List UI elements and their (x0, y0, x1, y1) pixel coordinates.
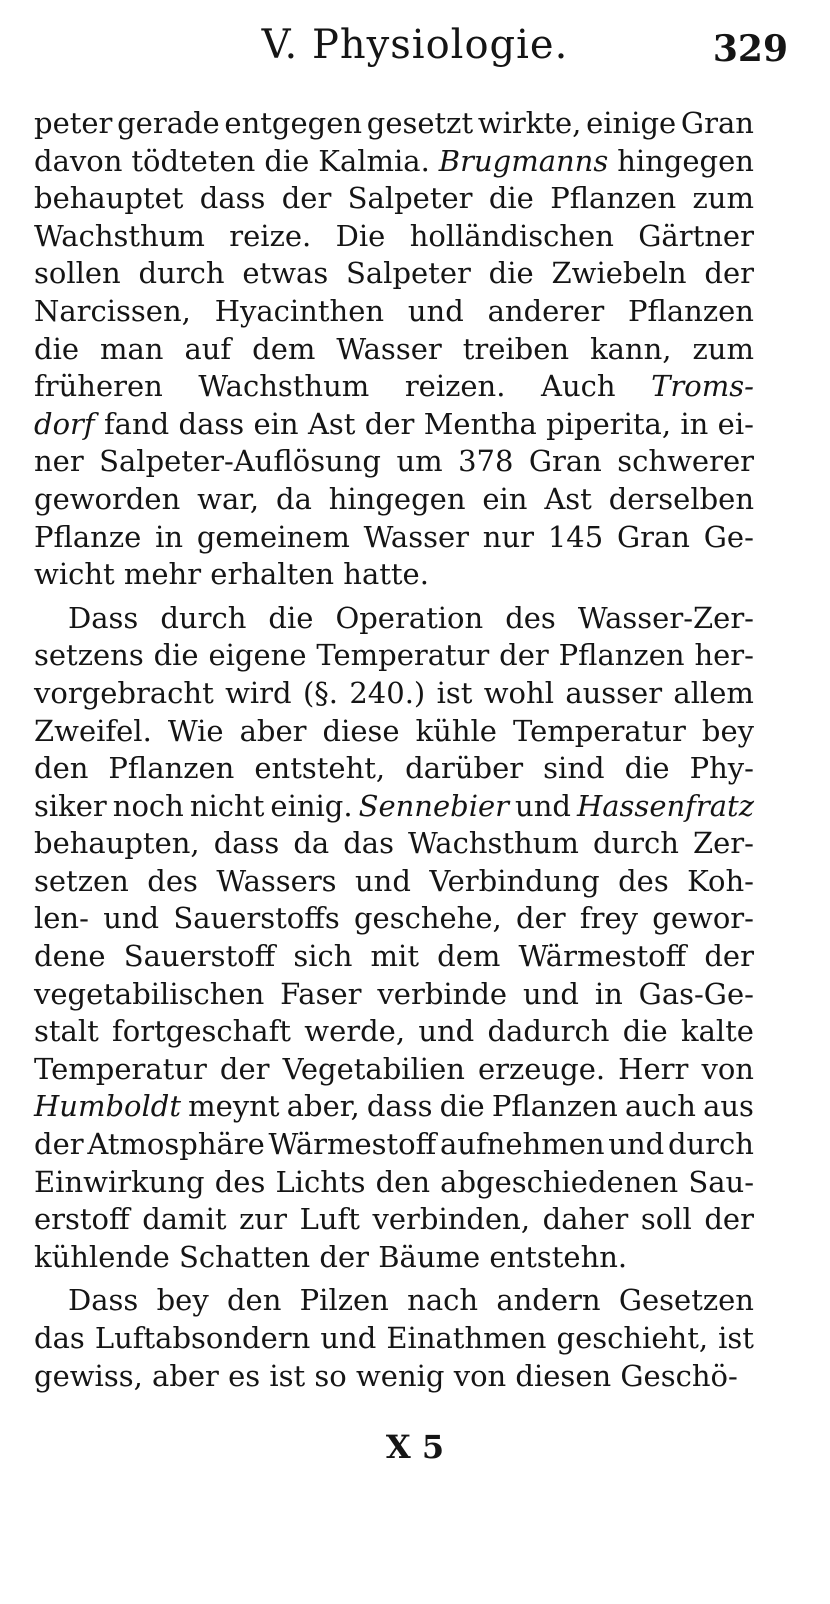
text-line (34, 1358, 754, 1396)
word: Zer- (693, 826, 754, 861)
text-line (34, 976, 754, 1014)
word: Pflanzen (491, 1089, 618, 1124)
word: Einwirkung (34, 1164, 205, 1199)
text-line (34, 1164, 754, 1202)
text-line (34, 788, 754, 826)
word: dass (178, 406, 245, 441)
word: Gärtner (638, 218, 754, 253)
word: die (439, 1089, 485, 1124)
word: dem (252, 331, 316, 366)
word: die (264, 143, 310, 178)
word: diese (322, 713, 400, 748)
word: Pflanzen (558, 638, 685, 673)
word: nicht (189, 788, 265, 823)
word: die (488, 181, 534, 216)
word: allem (673, 675, 754, 710)
word: reizen. (404, 369, 506, 404)
word: einige (586, 106, 677, 140)
word: Sau- (688, 1164, 754, 1199)
word: Lichts (275, 1164, 366, 1199)
word: Einathmen (386, 1321, 547, 1355)
word: der (281, 181, 332, 216)
text-line (34, 1013, 754, 1051)
word: den (226, 1283, 282, 1318)
running-head: V. Physiologie. (261, 22, 569, 68)
word: aus (703, 1089, 754, 1124)
text-line (34, 600, 754, 638)
word: in (680, 406, 709, 441)
word: Gran (528, 444, 602, 479)
word: nur (482, 519, 535, 554)
word: damit (142, 1202, 227, 1237)
word: bey (156, 1283, 209, 1318)
word: stalt (34, 1014, 99, 1049)
text-line (34, 1320, 754, 1358)
word: der (364, 406, 415, 441)
word: frey (579, 901, 639, 936)
word: gesetzt (366, 106, 474, 140)
word: und (515, 788, 571, 823)
word: setzen (34, 863, 129, 898)
text-line (34, 180, 754, 218)
italic-name: Hassenfratz (576, 788, 754, 823)
word: war, (197, 481, 260, 516)
word: Gesetzen (618, 1283, 754, 1318)
word: Gran (616, 519, 690, 554)
word: Gas-Ge- (638, 976, 754, 1011)
text-line (34, 1239, 754, 1277)
word: die (622, 1014, 668, 1049)
italic-name: Humboldt (34, 1089, 181, 1124)
word: durch (667, 1127, 754, 1162)
word: einig. (270, 788, 353, 823)
word: und (418, 1014, 475, 1049)
word: der (34, 1127, 84, 1162)
word: zum (692, 331, 754, 366)
printer-signature: X 5 (385, 1428, 445, 1466)
word: in (594, 976, 623, 1011)
word: und (103, 901, 160, 936)
word: Ge- (703, 519, 754, 554)
text-line (34, 900, 754, 938)
word: anderer (487, 293, 605, 328)
word: entsteht, (254, 751, 386, 786)
text-line (34, 675, 754, 713)
word: davon (34, 143, 123, 178)
word: Zwiebeln (551, 256, 687, 291)
word: bey (701, 713, 754, 748)
word: abgeschiedenen (440, 1164, 679, 1199)
text-line (34, 481, 754, 519)
word: Vegetabilien (282, 1051, 465, 1086)
text-line (34, 713, 754, 751)
word: Atmosphäre (87, 1127, 265, 1162)
text-line (34, 863, 754, 901)
word: kalte (681, 1014, 754, 1049)
word: Wasser (363, 519, 469, 554)
word: Wärmestoff (518, 939, 687, 974)
word: Temperatur (316, 638, 490, 673)
word: treiben (462, 331, 570, 366)
word: Sauerstoffs (173, 901, 340, 936)
word: andern (496, 1283, 601, 1318)
page-number: 329 (712, 28, 788, 70)
word: und (355, 863, 411, 898)
text-line (34, 825, 754, 863)
text-line (34, 406, 754, 444)
word: ist (718, 1321, 754, 1355)
text-line (34, 556, 754, 594)
word: darüber (405, 751, 524, 786)
word: peter (34, 106, 113, 140)
word: Wachsthum (408, 826, 579, 861)
word: in (155, 519, 184, 554)
word: Faser (280, 976, 362, 1011)
word: aber (239, 713, 307, 748)
word: zum (692, 181, 754, 216)
word: und (608, 1127, 665, 1162)
word: ein (482, 481, 528, 516)
word: Wachsthum (34, 218, 205, 253)
italic-name: dorf (34, 406, 95, 441)
word: Kalmia. (318, 143, 430, 178)
word: vegetabilischen (34, 976, 265, 1011)
word: von (701, 1051, 754, 1086)
text-line (34, 143, 754, 181)
word: setzens (34, 638, 144, 673)
word: erstoff (34, 1202, 130, 1237)
word: Temperatur (34, 1051, 207, 1086)
word: 145 (547, 519, 604, 554)
word: Wie (167, 713, 224, 748)
word: das (34, 1321, 85, 1355)
word: Salpeter-Auflösung (99, 444, 381, 479)
word: entgegen (224, 106, 363, 140)
word: Wärmestoff (268, 1127, 437, 1162)
text-line (34, 331, 754, 369)
word: (§. (302, 675, 338, 710)
word: aufnehmen (439, 1127, 605, 1162)
word: Pflanzen (108, 751, 235, 786)
word: um (396, 444, 443, 479)
word: der (219, 1051, 270, 1086)
word: gewor- (652, 901, 754, 936)
word: die (34, 331, 80, 366)
word: sollen (34, 256, 121, 291)
text-line (34, 368, 754, 406)
word: ner (34, 444, 84, 479)
word: Pflanze (34, 519, 142, 554)
text-line (34, 218, 754, 256)
word: der (516, 901, 566, 936)
word: ausser (565, 675, 663, 710)
word: die (624, 751, 670, 786)
word: soll (640, 1202, 692, 1237)
word: früheren (34, 369, 163, 404)
word: Herr (618, 1051, 689, 1086)
word: der (704, 939, 754, 974)
word: Salpeter (346, 256, 471, 291)
word: Temperatur (513, 713, 686, 748)
word: dass (213, 826, 280, 861)
word: siker (34, 788, 107, 823)
text-line (34, 1126, 754, 1164)
word: ei- (717, 406, 754, 441)
word: wird (225, 675, 292, 710)
word: Operation (335, 600, 484, 635)
text-line (34, 443, 754, 481)
word: durch (160, 600, 247, 635)
word: ein (253, 406, 299, 441)
text-line (34, 1282, 754, 1320)
word: Mentha (423, 406, 537, 441)
word: gemeinem (196, 519, 350, 554)
word: und (407, 293, 464, 328)
text-line (34, 938, 754, 976)
word: der (704, 256, 754, 291)
word: Ast (544, 481, 592, 516)
word: Luft (299, 1202, 360, 1237)
text-segment: wicht mehr erhalten hatte. (34, 557, 429, 592)
word: piperita, (546, 406, 672, 441)
word: Wachsthum (198, 369, 370, 404)
word: und (320, 1321, 377, 1355)
word: 240.) (349, 675, 426, 710)
word: die (153, 638, 199, 673)
word: behaupten, (34, 826, 200, 861)
word: verbinde (377, 976, 508, 1011)
word: die (268, 600, 314, 635)
word: Wasser (336, 331, 442, 366)
word: ist (436, 675, 473, 710)
word: dene (34, 939, 106, 974)
word: fortgeschaft (112, 1014, 291, 1049)
word: Sauerstoff (123, 939, 276, 974)
word: Verbindung (429, 863, 600, 898)
word: geworden (34, 481, 181, 516)
word: auch (625, 1089, 696, 1124)
word: Pflanzen (550, 181, 677, 216)
word: die (488, 256, 534, 291)
text-line (34, 105, 754, 143)
word: hingegen (617, 143, 754, 178)
word: des (618, 863, 669, 898)
word: Wassers (216, 863, 337, 898)
text-line (34, 750, 754, 788)
word: wohl (483, 675, 554, 710)
word: den (375, 1164, 431, 1199)
word: das (343, 826, 394, 861)
italic-name: Troms- (651, 369, 754, 404)
italic-name: Sennebier (358, 788, 510, 823)
word: behauptet (34, 181, 184, 216)
word: Dass (68, 1283, 139, 1318)
word: man (100, 331, 164, 366)
word: Phy- (689, 751, 754, 786)
text-line (34, 1051, 754, 1089)
word: der (704, 1202, 754, 1237)
text-line (34, 255, 754, 293)
word: fand (103, 406, 170, 441)
word: schwerer (617, 444, 754, 479)
word: dass (199, 181, 266, 216)
word: noch (112, 788, 184, 823)
word: sind (543, 751, 605, 786)
word: geschieht, (556, 1321, 709, 1355)
word: Pilzen (299, 1283, 389, 1318)
text-segment: kühlende Schatten der Bäume entstehn. (34, 1239, 628, 1274)
word: Auch (541, 369, 616, 404)
word: wirkte, (477, 106, 582, 140)
word: des (147, 863, 198, 898)
word: holländischen (409, 218, 614, 253)
word: durch (592, 826, 679, 861)
word: der (499, 638, 549, 673)
word: kühle (415, 713, 497, 748)
word: auf (184, 331, 232, 366)
word: Salpeter (347, 181, 473, 216)
word: her- (694, 638, 754, 673)
word: sich (293, 939, 353, 974)
word: etwas (242, 256, 329, 291)
word: mit (370, 939, 419, 974)
word: Dass (68, 600, 139, 635)
word: Hyacinthen (214, 293, 385, 328)
word: Gran (680, 106, 754, 140)
word: eigene (208, 638, 307, 673)
text-line (34, 637, 754, 675)
word: dem (437, 939, 501, 974)
word: des (505, 600, 556, 635)
word: tödteten (131, 143, 256, 178)
word: durch (138, 256, 225, 291)
word: vorgebracht (34, 675, 214, 710)
text-segment: gewiss, aber es ist so wenig von diesen Geschö- (34, 1358, 738, 1393)
word: und (522, 976, 579, 1011)
word: erzeuge. (478, 1051, 606, 1086)
word: Zweifel. (34, 713, 152, 748)
word: Koh- (687, 863, 754, 898)
word: dass (366, 1089, 433, 1124)
text-line (34, 1088, 754, 1126)
word: werde, (304, 1014, 406, 1049)
word: da (276, 481, 312, 516)
italic-name: Brugmanns (438, 143, 609, 178)
word: daher (542, 1202, 629, 1237)
word: Luftabsondern (94, 1321, 311, 1355)
word: reize. (229, 218, 312, 253)
text-line (34, 519, 754, 557)
body-text (34, 105, 754, 1395)
word: verbinden, (372, 1202, 531, 1237)
word: len- (34, 901, 89, 936)
word: geschehe, (353, 901, 502, 936)
word: Die (335, 218, 386, 253)
word: derselben (608, 481, 754, 516)
word: kann, (590, 331, 672, 366)
word: 378 (458, 444, 514, 479)
word: den (34, 751, 89, 786)
word: meynt (188, 1089, 280, 1124)
text-line (34, 1201, 754, 1239)
word: Narcissen, (34, 293, 191, 328)
word: Wasser-Zer- (577, 600, 754, 635)
word: zur (239, 1202, 287, 1237)
word: Ast (307, 406, 356, 441)
word: des (214, 1164, 266, 1199)
word: dadurch (487, 1014, 610, 1049)
word: hingegen (328, 481, 466, 516)
word: da (293, 826, 330, 861)
word: Pflanzen (628, 293, 754, 328)
text-line (34, 293, 754, 331)
word: aber, (286, 1089, 360, 1124)
word: gerade (117, 106, 220, 140)
word: nach (407, 1283, 479, 1318)
